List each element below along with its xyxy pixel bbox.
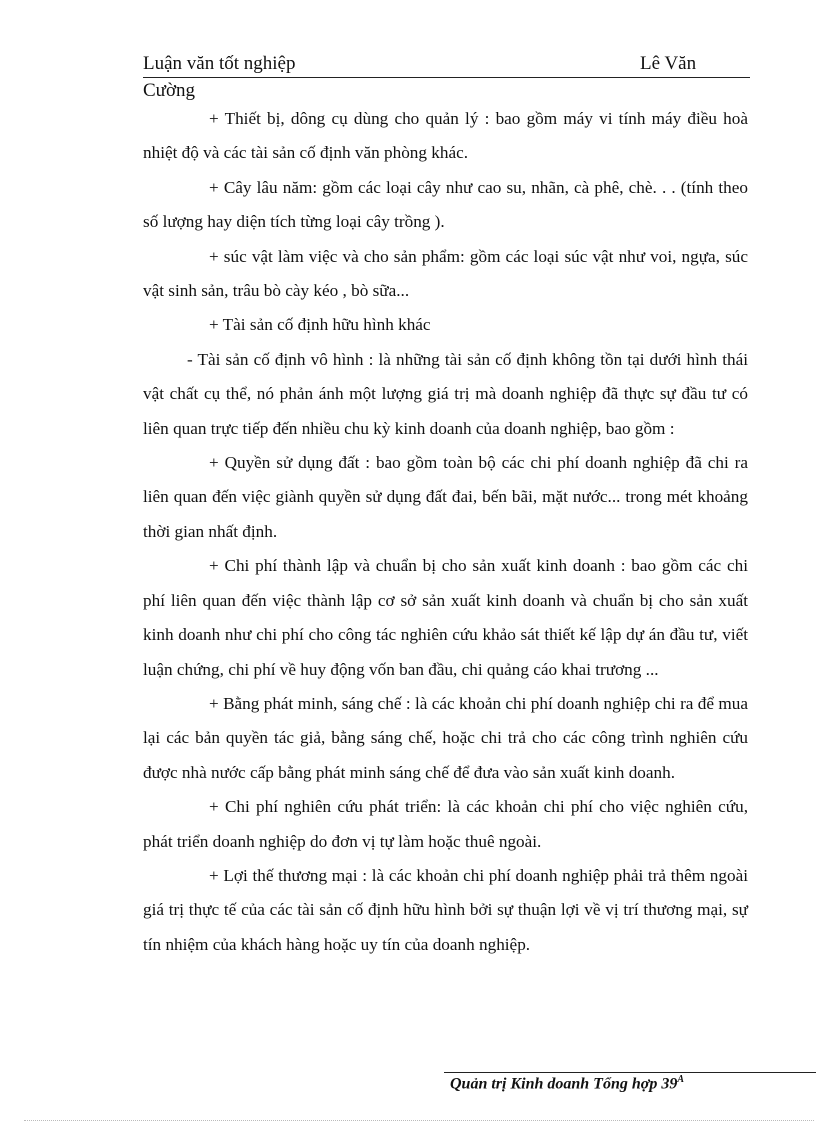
paragraph-land-use-rights: + Quyền sử dụng đất : bao gồm toàn bộ các chi phí doanh nghiệp đã chi ra liên quan đến việc giành quyền sử dụng đất đai, bến bãi, mặt nước... trong mét khoảng thời gian nhất định. (143, 453, 748, 541)
paragraph-goodwill: + Lợi thế thương mại : là các khoản chi phí doanh nghiệp phải trả thêm ngoài giá trị thực tế của các tài sản cố định hữu hình bởi sự thuận lợi về vị trí thương mại, sự tín nhiệm của khách hàng hoặc uy tín của doanh nghiệp. (143, 865, 748, 954)
paragraph-other-tangible: + Tài sản cố định hữu hình khác (209, 315, 431, 335)
paragraph-rnd-costs: + Chi phí nghiên cứu phát triển: là các khoản chi phí cho việc nghiên cứu, phát triển doanh nghiệp do đơn vị tự làm hoặc thuê ngoài. (143, 797, 748, 851)
paragraph-patents: + Bằng phát minh, sáng chế : là các khoản chi phí doanh nghiệp chi ra để mua lại các bản quyền tác giả, bằng sáng chế, hoặc chi trả cho các công trình nghiên cứu được nhà nước cấp bằng phát minh sáng chế để đưa vào sản xuất kinh doanh. (143, 693, 748, 782)
page-footer (450, 1074, 684, 1093)
footer-superscript: A (677, 1074, 685, 1085)
page-header (143, 53, 750, 78)
paragraph-equipment: + Thiết bị, dông cụ dùng cho quản lý : bao gồm máy vi tính máy điều hoà nhiệt độ và các tài sản cố định văn phòng khác. (143, 109, 748, 163)
paragraph-livestock: + súc vật làm việc và cho sản phẩm: gồm các loại súc vật như voi, ngựa, súc vật sinh sản, trâu bò cày kéo , bò sữa... (143, 246, 748, 301)
header-author-continuation: Cường (143, 80, 196, 101)
header-author: Lê Văn (640, 53, 697, 74)
document-body (143, 102, 748, 962)
paragraph-perennial-trees: + Cây lâu năm: gồm các loại cây như cao su, nhãn, cà phê, chè. . . (tính theo số lượng hay diện tích từng loại cây trồng ). (143, 177, 748, 232)
page-bottom-dotted-line (24, 1120, 814, 1121)
footer-divider (444, 1072, 816, 1073)
paragraph-establishment-costs: + Chi phí thành lập và chuẩn bị cho sản xuất kinh doanh : bao gồm các chi phí liên quan đến việc thành lập cơ sở sản xuất kinh doanh và chuẩn bị cho sản xuất kinh doanh như chi phí cho công tác nghiên cứu khảo sát thiết kế lập dự án đầu tư, viết luận chứng, chi phí về huy động vốn ban đầu, chi quảng cáo khai trương ... (143, 556, 748, 679)
paragraph-intangible-assets: - Tài sản cố định vô hình : là những tài sản cố định không tồn tại dưới hình thái vật chất cụ thể, nó phản ánh một lượng giá trị mà doanh nghiệp đã thực sự đầu tư có liên quan trực tiếp đến nhiều chu kỳ kinh doanh của doanh nghiệp, bao gồm : (143, 349, 748, 438)
footer-text: Quản trị Kinh doanh Tổng hợp 39 (450, 1075, 678, 1093)
header-title: Luận văn tốt nghiệp (143, 53, 296, 74)
